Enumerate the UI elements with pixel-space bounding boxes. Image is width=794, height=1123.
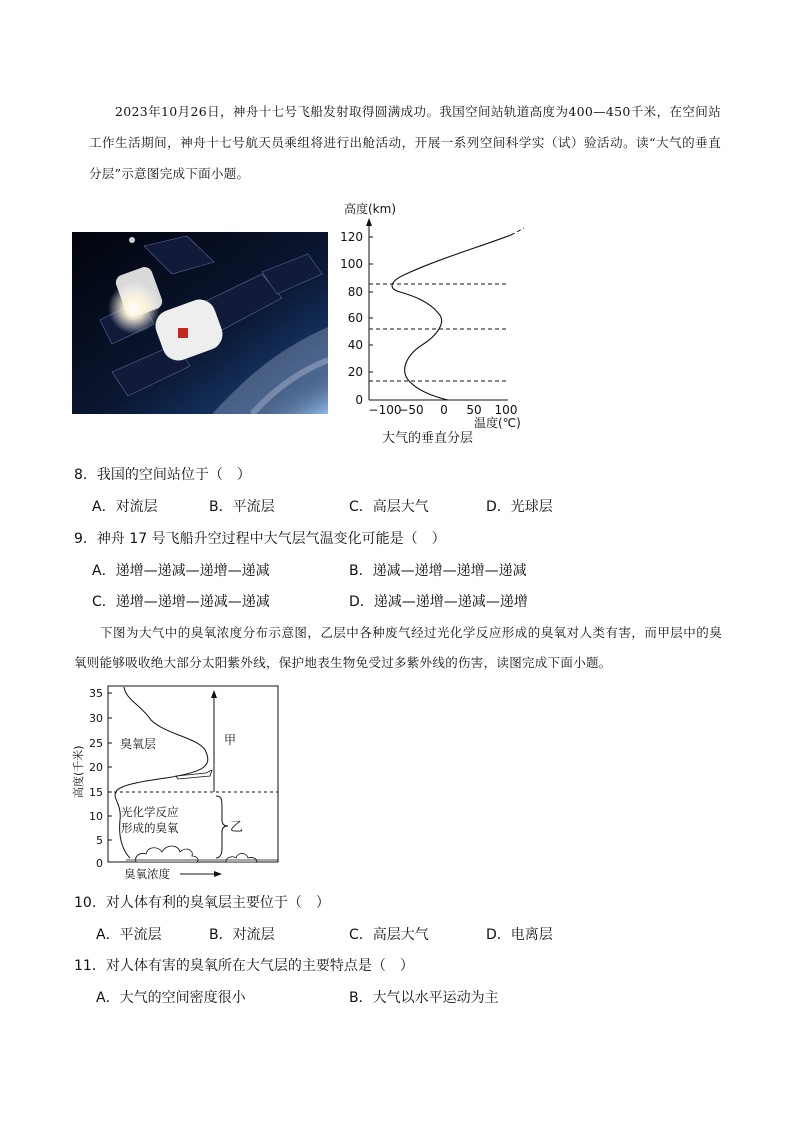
ozone-concentration-chart [66,680,286,880]
q11-option-b[interactable]: B．大气以水平运动为主 [349,990,499,1006]
chart1-xtick-0: 0 [440,403,448,417]
q8-option-d[interactable]: D．光球层 [486,499,553,515]
chart1-xtick-100: 100 [494,403,518,417]
q8-option-c[interactable]: C．高层大气 [349,499,429,515]
question-11-stem: 11．对人体有害的臭氧所在大气层的主要特点是（ ） [74,958,414,974]
chart1-ytick-40: 40 [347,338,363,352]
chart2-ytick-25: 25 [89,737,103,750]
q10-option-b[interactable]: B．对流层 [209,927,275,943]
chart2-ylabel: 高度(千米) [72,745,85,798]
chart1-ytick-80: 80 [347,285,363,299]
photochemical-label-1: 光化学反应 [121,805,179,819]
q9-option-a[interactable]: A．递增—递减—递增—递减 [92,563,270,579]
chart1-ylabel: 高度(km) [344,202,397,216]
cloud-icon [136,846,198,862]
chart1-caption: 大气的垂直分层 [382,431,474,446]
temperature-curve-extension [511,228,524,235]
question-8-stem: 8．我国的空间站位于（ ） [74,467,251,483]
chart2-ytick-10: 10 [89,810,103,823]
layer-jia-label: 甲 [224,733,237,747]
chart1-xtick-50: 50 [466,403,482,417]
chart1-xtick-neg100: −100 [368,403,402,417]
chart1-y-axis-arrow [366,218,372,226]
photochemical-label-2: 形成的臭氧 [121,821,179,835]
chart1-ytick-0: 0 [355,393,363,407]
q9-option-d[interactable]: D．递减—递增—递减—递增 [349,594,528,610]
q11-option-a[interactable]: A．大气的空间密度很小 [96,990,246,1006]
small-cloud-icon [226,854,257,863]
q9-option-c[interactable]: C．递增—递增—递减—递减 [92,594,270,610]
chart2-ytick-5: 5 [96,834,103,847]
chart2-ytick-20: 20 [89,761,103,774]
q10-option-c[interactable]: C．高层大气 [349,927,429,943]
q10-option-a[interactable]: A．平流层 [96,927,162,943]
jia-arrow-head [211,690,217,698]
yi-brace [216,796,228,858]
chart1-ytick-20: 20 [347,365,363,379]
space-station-image [72,232,328,414]
chart1-ytick-100: 100 [340,257,363,271]
question-9-stem: 9．神舟 17 号飞船升空过程中大气层气温变化可能是（ ） [74,531,446,547]
q8-option-b[interactable]: B．平流层 [209,499,275,515]
layer-yi-label: 乙 [230,820,244,835]
chart1-ytick-120: 120 [340,230,363,244]
chart2-ytick-30: 30 [89,712,103,725]
ozone-layer-label: 臭氧层 [120,737,157,751]
q10-option-d[interactable]: D．电离层 [486,927,553,943]
intro-paragraph-2: 下图为大气中的臭氧浓度分布示意图，乙层中各种废气经过光化学反应形成的臭氧对人类有害，而甲层中的臭氧则能够吸收绝大部分太阳紫外线，保护地表生物免受过多紫外线的伤害，读图完成下面小题。 [74,625,722,670]
chart2-xlabel: 臭氧浓度 [124,867,170,880]
chart2-ytick-15: 15 [89,786,103,799]
space-station-photo [72,232,328,414]
question-10-stem: 10．对人体有利的臭氧层主要位于（ ） [74,895,330,911]
chart2-x-arrow-head [214,871,222,877]
intro-paragraph-1: 2023年10月26日，神舟十七号飞船发射取得圆满成功。我国空间站轨道高度为400—450千米，在空间站工作生活期间，神舟十七号航天员乘组将进行出舱活动，开展一系列空间科学实（试）验活动。读“大气的垂直分层”示意图完成下面小题。 [89,104,721,181]
chart1-ytick-60: 60 [347,311,363,325]
chart1-xtick-neg50: −50 [398,403,424,417]
chart1-xlabel: 温度(℃) [474,416,521,430]
atmosphere-vertical-chart [336,198,536,450]
q9-option-b[interactable]: B．递减—递增—递增—递减 [349,563,527,579]
chart2-ytick-35: 35 [89,687,103,700]
chart2-ytick-0: 0 [96,857,103,870]
q8-option-a[interactable]: A．对流层 [92,499,158,515]
temperature-curve [392,235,511,400]
